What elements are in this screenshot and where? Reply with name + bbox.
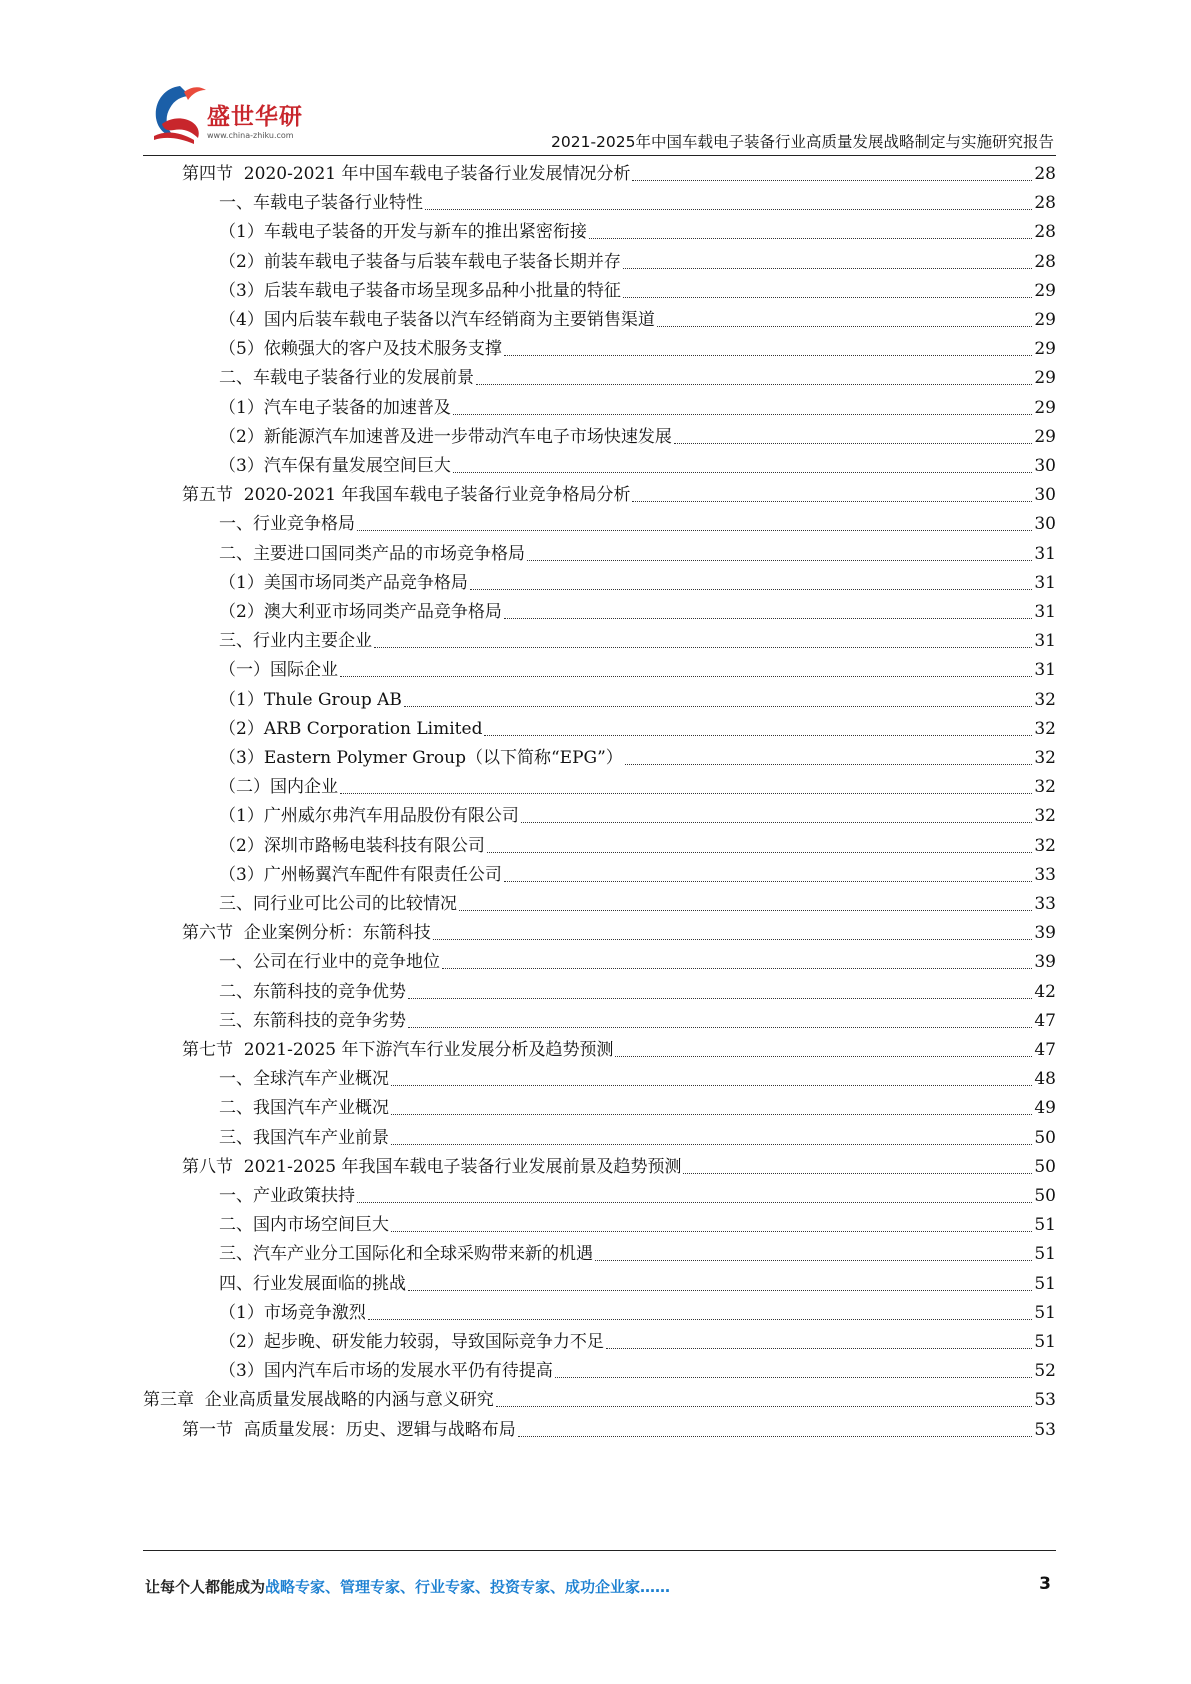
toc-entry-page: 28 bbox=[1034, 193, 1056, 214]
toc-entry[interactable] bbox=[219, 656, 1056, 685]
toc-entry-title: （2）前装车载电子装备与后装车载电子装备长期并存 bbox=[219, 251, 621, 272]
toc-entry[interactable] bbox=[219, 306, 1056, 335]
toc-entry[interactable] bbox=[219, 773, 1056, 802]
toc-leader-dots bbox=[555, 1377, 1033, 1378]
toc-entry-page: 51 bbox=[1034, 1273, 1056, 1294]
toc-leader-dots bbox=[484, 735, 1032, 736]
toc-leader-dots bbox=[674, 443, 1033, 444]
toc-entry-page: 33 bbox=[1034, 894, 1056, 914]
toc-entry-page: 48 bbox=[1034, 1069, 1056, 1090]
toc-entry-page: 30 bbox=[1034, 485, 1056, 506]
toc-entry[interactable] bbox=[219, 189, 1056, 218]
toc-entry-page: 28 bbox=[1034, 222, 1056, 243]
toc-leader-dots bbox=[615, 1056, 1032, 1057]
toc-entry[interactable] bbox=[219, 1182, 1056, 1211]
toc-entry-page: 53 bbox=[1034, 1390, 1056, 1411]
toc-entry-title: （3）Eastern Polymer Group（以下简称“EPG”） bbox=[219, 748, 623, 768]
toc-entry-page: 28 bbox=[1034, 164, 1056, 184]
toc-entry-page: 50 bbox=[1034, 1156, 1056, 1177]
toc-leader-dots bbox=[589, 238, 1033, 239]
toc-entry-title: （4）国内后装车载电子装备以汽车经销商为主要销售渠道 bbox=[219, 310, 655, 330]
toc-entry[interactable] bbox=[182, 1416, 1056, 1445]
toc-entry[interactable] bbox=[219, 861, 1056, 890]
toc-entry-page: 32 bbox=[1034, 777, 1056, 798]
toc-entry-page: 31 bbox=[1034, 660, 1056, 681]
toc-leader-dots bbox=[340, 676, 1032, 677]
toc-leader-dots bbox=[606, 1348, 1033, 1349]
toc-entry[interactable] bbox=[143, 1386, 1056, 1415]
toc-leader-dots bbox=[496, 1406, 1033, 1407]
toc-entry[interactable] bbox=[219, 569, 1056, 598]
toc-entry-title: 第六节 企业案例分析：东箭科技 bbox=[182, 923, 431, 944]
toc-entry-page: 29 bbox=[1034, 339, 1056, 360]
toc-entry[interactable] bbox=[219, 540, 1056, 569]
toc-entry-title: 四、行业发展面临的挑战 bbox=[219, 1273, 406, 1294]
toc-entry-title: （1）汽车电子装备的加速普及 bbox=[219, 397, 451, 418]
toc-leader-dots bbox=[425, 209, 1032, 210]
toc-entry-title: 三、东箭科技的竞争劣势 bbox=[219, 1010, 406, 1031]
toc-entry-title: （2）起步晚、研发能力较弱，导致国际竞争力不足 bbox=[219, 1332, 604, 1352]
toc-entry[interactable] bbox=[219, 686, 1056, 715]
toc-entry-page: 31 bbox=[1034, 631, 1056, 652]
toc-entry-title: 三、我国汽车产业前景 bbox=[219, 1127, 389, 1148]
toc-leader-dots bbox=[453, 472, 1033, 473]
toc-entry[interactable] bbox=[182, 1036, 1056, 1065]
toc-leader-dots bbox=[357, 1202, 1032, 1203]
toc-entry[interactable] bbox=[182, 1153, 1056, 1182]
toc-entry-title: 第八节 2021-2025 年我国车载电子装备行业发展前景及趋势预测 bbox=[182, 1156, 682, 1177]
toc-entry-page: 31 bbox=[1034, 572, 1056, 593]
toc-leader-dots bbox=[408, 1290, 1032, 1291]
toc-leader-dots bbox=[459, 910, 1032, 911]
toc-leader-dots bbox=[408, 1027, 1032, 1028]
toc-entry-page: 50 bbox=[1034, 1186, 1056, 1206]
toc-entry-page: 29 bbox=[1034, 426, 1056, 447]
slogan-prefix: 让每个人都能成为 bbox=[145, 1578, 266, 1596]
header-divider bbox=[143, 155, 1056, 156]
toc-entry-title: 一、车载电子装备行业特性 bbox=[219, 193, 423, 214]
toc-entry-title: （3）国内汽车后市场的发展水平仍有待提高 bbox=[219, 1361, 553, 1382]
toc-leader-dots bbox=[368, 1319, 1033, 1320]
toc-entry-title: （3）汽车保有量发展空间巨大 bbox=[219, 456, 451, 476]
toc-entry-title: 三、汽车产业分工国际化和全球采购带来新的机遇 bbox=[219, 1244, 593, 1265]
toc-entry-title: 二、车载电子装备行业的发展前景 bbox=[219, 368, 474, 389]
toc-leader-dots bbox=[625, 764, 1033, 765]
toc-entry[interactable] bbox=[219, 1240, 1056, 1269]
toc-leader-dots bbox=[504, 618, 1033, 619]
toc-entry-page: 47 bbox=[1034, 1010, 1056, 1031]
toc-entry-title: （一）国际企业 bbox=[219, 660, 338, 681]
toc-entry-page: 32 bbox=[1034, 718, 1056, 739]
toc-entry-page: 29 bbox=[1034, 310, 1056, 330]
toc-entry[interactable] bbox=[219, 452, 1056, 481]
toc-leader-dots bbox=[632, 501, 1032, 502]
toc-entry-page: 39 bbox=[1034, 923, 1056, 944]
toc-entry[interactable] bbox=[219, 948, 1056, 977]
toc-entry-page: 32 bbox=[1034, 806, 1056, 827]
toc-entry[interactable] bbox=[182, 919, 1056, 948]
toc-entry[interactable] bbox=[219, 832, 1056, 861]
toc-entry-title: （2）澳大利亚市场同类产品竞争格局 bbox=[219, 602, 502, 622]
toc-entry[interactable] bbox=[182, 481, 1056, 510]
toc-entry[interactable] bbox=[219, 1299, 1056, 1328]
toc-entry-title: 一、全球汽车产业概况 bbox=[219, 1069, 389, 1090]
toc-entry-title: 二、我国汽车产业概况 bbox=[219, 1098, 389, 1119]
toc-entry-title: 第五节 2020-2021 年我国车载电子装备行业竞争格局分析 bbox=[182, 485, 631, 506]
toc-leader-dots bbox=[374, 647, 1032, 648]
toc-leader-dots bbox=[632, 180, 1032, 181]
toc-entry-page: 51 bbox=[1034, 1215, 1056, 1236]
toc-entry-page: 29 bbox=[1034, 280, 1056, 301]
toc-leader-dots bbox=[476, 384, 1032, 385]
toc-leader-dots bbox=[527, 560, 1032, 561]
toc-entry[interactable] bbox=[219, 1211, 1056, 1240]
toc-leader-dots bbox=[442, 968, 1032, 969]
toc-entry-page: 29 bbox=[1034, 368, 1056, 389]
toc-entry[interactable] bbox=[219, 1124, 1056, 1153]
toc-entry[interactable] bbox=[219, 218, 1056, 247]
toc-entry-title: （2）ARB Corporation Limited bbox=[219, 718, 483, 739]
page-number: 3 bbox=[1039, 1574, 1051, 1594]
report-title: 2021-2025年中国车载电子装备行业高质量发展战略制定与实施研究报告 bbox=[551, 133, 1054, 151]
toc-entry[interactable] bbox=[219, 364, 1056, 393]
toc-leader-dots bbox=[357, 530, 1032, 531]
toc-entry-page: 32 bbox=[1034, 748, 1056, 768]
toc-entry-page: 47 bbox=[1034, 1040, 1056, 1060]
toc-entry-title: 第一节 高质量发展：历史、逻辑与战略布局 bbox=[182, 1419, 516, 1440]
toc-entry-title: 一、行业竞争格局 bbox=[219, 514, 355, 535]
toc-entry-title: （3）广州畅翼汽车配件有限责任公司 bbox=[219, 864, 502, 885]
toc-entry-page: 30 bbox=[1034, 456, 1056, 476]
toc-entry-title: 一、公司在行业中的竞争地位 bbox=[219, 952, 440, 973]
toc-entry-title: （2）新能源汽车加速普及进一步带动汽车电子市场快速发展 bbox=[219, 426, 672, 447]
toc-leader-dots bbox=[391, 1144, 1032, 1145]
toc-entry-title: 三、行业内主要企业 bbox=[219, 631, 372, 652]
toc-leader-dots bbox=[657, 326, 1033, 327]
toc-entry[interactable] bbox=[219, 627, 1056, 656]
toc-entry-title: 二、国内市场空间巨大 bbox=[219, 1215, 389, 1236]
toc-entry-title: 二、主要进口国同类产品的市场竞争格局 bbox=[219, 543, 525, 564]
toc-entry-page: 33 bbox=[1034, 864, 1056, 885]
toc-leader-dots bbox=[623, 268, 1033, 269]
toc-leader-dots bbox=[623, 297, 1033, 298]
toc-leader-dots bbox=[433, 939, 1033, 940]
toc-leader-dots bbox=[504, 355, 1033, 356]
toc-entry-page: 31 bbox=[1034, 602, 1056, 622]
toc-entry-title: 一、产业政策扶持 bbox=[219, 1186, 355, 1206]
toc-entry[interactable] bbox=[219, 277, 1056, 306]
toc-entry-page: 28 bbox=[1034, 251, 1056, 272]
toc-leader-dots bbox=[521, 822, 1033, 823]
toc-entry-title: 第四节 2020-2021 年中国车载电子装备行业发展情况分析 bbox=[182, 164, 631, 184]
toc-entry[interactable] bbox=[219, 1065, 1056, 1094]
toc-entry-title: 第三章 企业高质量发展战略的内涵与意义研究 bbox=[143, 1390, 494, 1411]
toc-leader-dots bbox=[340, 793, 1032, 794]
toc-entry-page: 51 bbox=[1034, 1244, 1056, 1265]
toc-entry-title: （5）依赖强大的客户及技术服务支撑 bbox=[219, 339, 502, 360]
toc-entry[interactable] bbox=[219, 510, 1056, 539]
toc-leader-dots bbox=[404, 706, 1032, 707]
toc-leader-dots bbox=[391, 1114, 1032, 1115]
toc-entry-page: 53 bbox=[1034, 1419, 1056, 1440]
toc-entry-title: （1）广州威尔弗汽车用品股份有限公司 bbox=[219, 806, 519, 827]
toc-leader-dots bbox=[683, 1173, 1032, 1174]
toc-entry[interactable] bbox=[219, 423, 1056, 452]
toc-entry[interactable] bbox=[219, 744, 1056, 773]
toc-entry-title: 二、东箭科技的竞争优势 bbox=[219, 981, 406, 1002]
toc-leader-dots bbox=[470, 589, 1033, 590]
toc-entry-page: 52 bbox=[1034, 1361, 1056, 1382]
toc-entry-page: 31 bbox=[1034, 543, 1056, 564]
toc-leader-dots bbox=[391, 1231, 1032, 1232]
toc-entry-page: 42 bbox=[1034, 981, 1056, 1002]
logo-name: 盛世华研 bbox=[207, 104, 303, 130]
logo-url: www.china-zhiku.com bbox=[207, 131, 294, 140]
footer-divider bbox=[143, 1550, 1056, 1551]
toc-entry[interactable] bbox=[219, 1328, 1056, 1357]
toc-entry[interactable] bbox=[219, 802, 1056, 831]
toc-entry-title: （2）深圳市路畅电装科技有限公司 bbox=[219, 835, 485, 856]
footer-slogan bbox=[145, 1576, 670, 1597]
toc-leader-dots bbox=[504, 881, 1033, 882]
toc-entry-page: 30 bbox=[1034, 514, 1056, 535]
toc-leader-dots bbox=[595, 1260, 1032, 1261]
toc-entry-page: 49 bbox=[1034, 1098, 1056, 1119]
toc-entry[interactable] bbox=[219, 248, 1056, 277]
toc-entry[interactable] bbox=[219, 394, 1056, 423]
toc-entry-title: （1）车载电子装备的开发与新车的推出紧密衔接 bbox=[219, 222, 587, 243]
toc-entry[interactable] bbox=[219, 978, 1056, 1007]
toc-entry-page: 39 bbox=[1034, 952, 1056, 973]
toc-entry-title: （1）Thule Group AB bbox=[219, 689, 402, 710]
toc-entry[interactable] bbox=[219, 1270, 1056, 1299]
toc-entry-title: （1）市场竞争激烈 bbox=[219, 1302, 366, 1323]
toc-entry-title: 三、同行业可比公司的比较情况 bbox=[219, 894, 457, 914]
toc-entry-title: （3）后装车载电子装备市场呈现多品种小批量的特征 bbox=[219, 280, 621, 301]
toc-leader-dots bbox=[408, 998, 1032, 999]
toc-entry-page: 32 bbox=[1034, 835, 1056, 856]
toc-leader-dots bbox=[391, 1085, 1032, 1086]
toc-leader-dots bbox=[487, 852, 1033, 853]
toc-entry[interactable] bbox=[219, 1007, 1056, 1036]
toc-entry-page: 51 bbox=[1034, 1332, 1056, 1352]
toc-entry-page: 50 bbox=[1034, 1127, 1056, 1148]
toc-entry-title: （二）国内企业 bbox=[219, 777, 338, 798]
toc-entry[interactable] bbox=[182, 160, 1056, 189]
toc-entry-page: 29 bbox=[1034, 397, 1056, 418]
toc-leader-dots bbox=[453, 414, 1033, 415]
slogan-highlight: 战略专家、管理专家、行业专家、投资专家、成功企业家…… bbox=[265, 1578, 671, 1596]
toc-entry[interactable] bbox=[219, 335, 1056, 364]
toc-entry[interactable] bbox=[219, 598, 1056, 627]
toc-entry-title: 第七节 2021-2025 年下游汽车行业发展分析及趋势预测 bbox=[182, 1040, 614, 1060]
toc-entry[interactable] bbox=[219, 1094, 1056, 1123]
toc-entry-page: 51 bbox=[1034, 1302, 1056, 1323]
toc-entry-title: （1）美国市场同类产品竞争格局 bbox=[219, 572, 468, 593]
toc-entry-page: 32 bbox=[1034, 689, 1056, 710]
toc-entry[interactable] bbox=[219, 715, 1056, 744]
toc-entry[interactable] bbox=[219, 890, 1056, 919]
toc-leader-dots bbox=[518, 1436, 1033, 1437]
toc-entry[interactable] bbox=[219, 1357, 1056, 1386]
